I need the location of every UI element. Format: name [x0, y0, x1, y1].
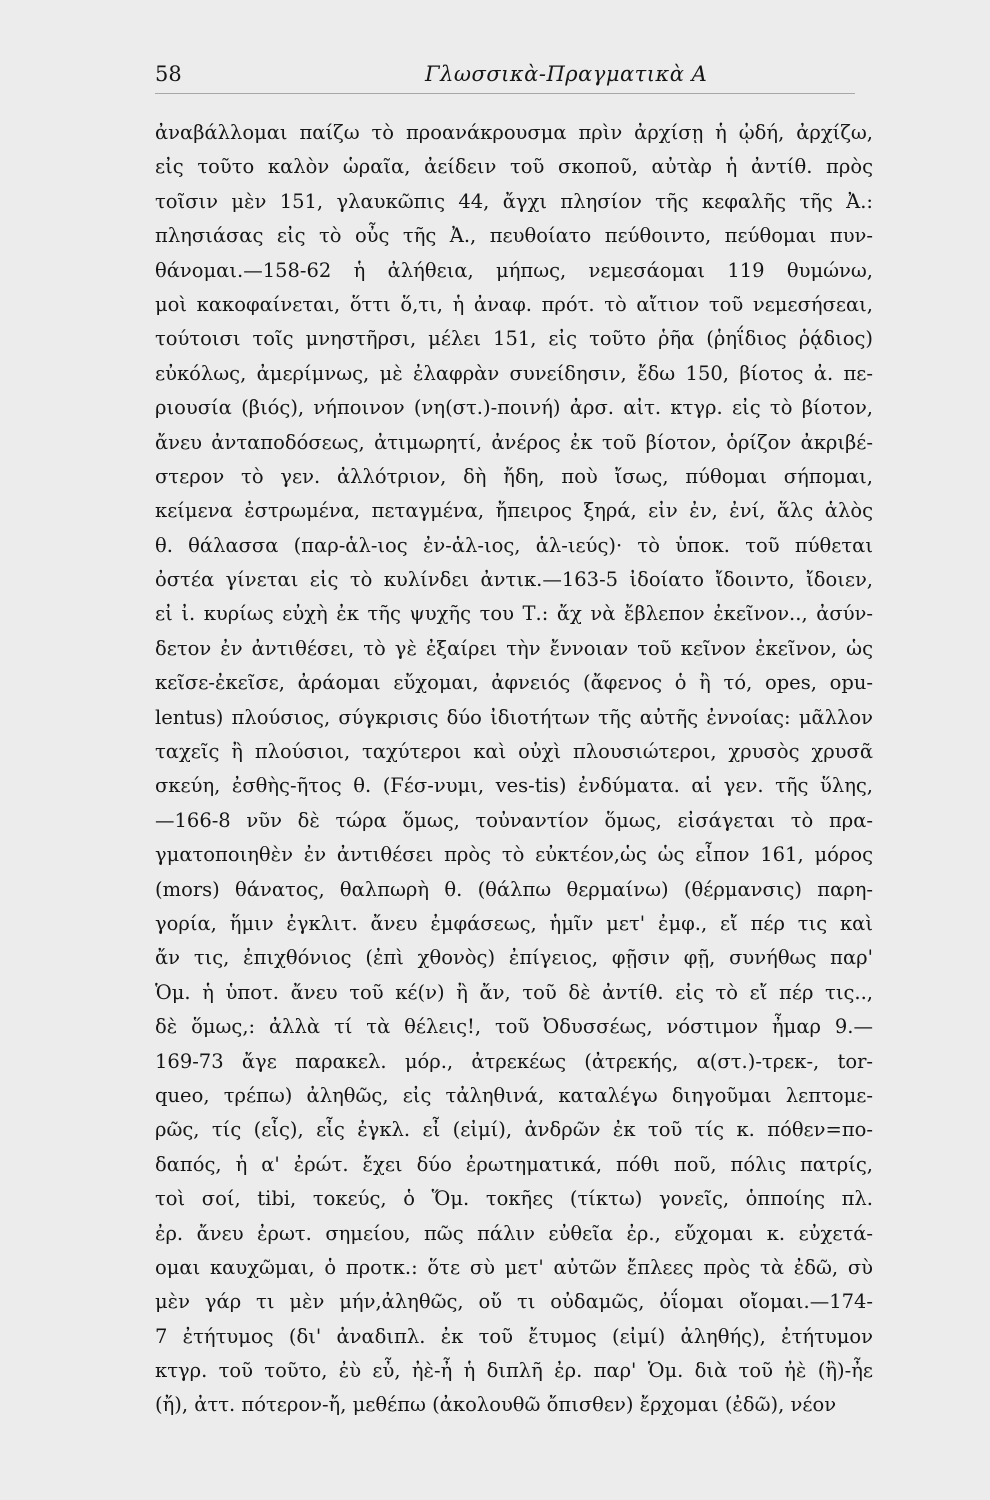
text-line: πλησιάσας εἰς τὸ οὖς τῆς Ἀ., πευθοίατο πεύθοιντο, πεύθομαι πυν- — [155, 224, 873, 248]
text-line: ὀστέα γίνεται εἰς τὸ κυλίνδει ἀντικ.—163-5 ἰδοίατο ἴδοιντο, ἴδοιεν, — [155, 568, 873, 592]
text-line: δαπός, ἡ α' ἐρώτ. ἔχει δύο ἐρωτηματικά, πόθι ποῦ, πόλις πατρίς, — [155, 1152, 873, 1176]
text-line: τούτοισι τοῖς μνηστῆρσι, μέλει 151, εἰς τοῦτο ῥῆα (ῥηΐδιος ῥᾴδιος) — [155, 327, 873, 351]
text-line: στερον τὸ γεν. ἀλλότριον, δὴ ἤδη, ποὺ ἴσως, πύθομαι σήπομαι, — [155, 464, 873, 488]
text-line: ἄνευ ἀνταποδόσεως, ἀτιμωρητί, ἀνέρος ἐκ τοῦ βίοτον, ὁρίζον ἀκριβέ- — [155, 430, 873, 454]
text-line: εἰς τοῦτο καλὸν ὡραῖα, ἀείδειν τοῦ σκοποῦ, αὐτὰρ ἡ ἀντίθ. πρὸς — [155, 155, 873, 179]
text-line: ἄν τις, ἐπιχθόνιος (ἐπὶ χθονὸς) ἐπίγειος, φῇσιν φῇ, συνήθως παρ' — [155, 946, 873, 970]
text-line: κείμενα ἐστρωμένα, πεταγμένα, ἤπειρος ξηρά, εἰν ἐν, ἐνί, ἅλς ἁλὸς — [155, 499, 873, 523]
text-line: τοὶ σοί, tibi, τοκεύς, ὁ Ὅμ. τοκῆες (τίκτω) γονεῖς, ὁπποίης πλ. — [155, 1187, 873, 1211]
text-line: γματοποιηθὲν ἐν ἀντιθέσει πρὸς τὸ εὐκτέον,ὡς ὡς εἶπον 161, μόρος — [155, 843, 873, 867]
text-line: μὲν γάρ τι μὲν μήν,ἀληθῶς, οὔ τι οὐδαμῶς, ὀΐομαι οἴομαι.—174- — [155, 1290, 873, 1314]
text-line: κεῖσε-ἐκεῖσε, ἀράομαι εὔχομαι, ἀφνειός (ἄφενος ὁ ἢ τό, opes, opu- — [155, 671, 873, 695]
text-line: (mors) θάνατος, θαλπωρὴ θ. (θάλπω θερμαίνω) (θέρμανσις) παρη- — [155, 877, 873, 901]
text-line: γορία, ἥμιν ἐγκλιτ. ἄνευ ἐμφάσεως, ἡμῖν μετ' ἐμφ., εἴ πέρ τις καὶ — [155, 911, 873, 935]
text-line: ριουσία (βιός), νήποινον (νη(στ.)-ποινή) ἀρσ. αἰτ. κτγρ. εἰς τὸ βίοτον, — [155, 396, 873, 420]
commentary-text — [155, 116, 873, 1423]
text-line: δὲ ὅμως,: ἀλλὰ τί τὰ θέλεις!, τοῦ Ὀδυσσέως, νόστιμον ἦμαρ 9.— — [155, 1015, 873, 1039]
text-line: ἐρ. ἄνευ ἐρωτ. σημείου, πῶς πάλιν εὐθεῖα ἐρ., εὔχομαι κ. εὐχετά- — [155, 1221, 873, 1245]
text-line: εἰ ἰ. κυρίως εὐχὴ ἐκ τῆς ψυχῆς του Τ.: ἄχ νὰ ἔβλεπον ἐκεῖνον.., ἀσύν- — [155, 602, 873, 626]
text-line: queo, τρέπω) ἀληθῶς, εἰς τἀληθινά, καταλέγω διηγοῦμαι λεπτομε- — [155, 1083, 873, 1107]
running-title: Γλωσσικὰ-Πραγματικὰ Α — [425, 62, 708, 86]
text-line: σκεύη, ἐσθὴς-ῆτος θ. (Ϝέσ-νυμι, ves-tis) ἐνδύματα. αἱ γεν. τῆς ὕλης, — [155, 774, 873, 798]
text-line: ρῶς, τίς (εἷς), εἷς ἐγκλ. εἶ (εἰμί), ἀνδρῶν ἐκ τοῦ τίς κ. πόθεν=πο- — [155, 1118, 873, 1142]
text-line: 7 ἐτήτυμος (δι' ἀναδιπλ. ἐκ τοῦ ἔτυμος (εἰμί) ἀληθής), ἐτήτυμον — [155, 1324, 873, 1348]
page-header — [155, 62, 855, 92]
text-line: θάνομαι.—158-62 ἡ ἀλήθεια, μήπως, νεμεσάομαι 119 θυμώνω, — [155, 258, 873, 282]
text-line: lentus) πλούσιος, σύγκρισις δύο ἰδιοτήτων τῆς αὐτῆς ἐννοίας: μᾶλλον — [155, 705, 873, 729]
text-line: τοῖσιν μὲν 151, γλαυκῶπις 44, ἄγχι πλησίον τῆς κεφαλῆς τῆς Ἀ.: — [155, 189, 873, 213]
text-line: θ. θάλασσα (παρ-ἁλ-ιος ἐν-ἁλ-ιος, ἁλ-ιεύς)· τὸ ὑποκ. τοῦ πύθεται — [155, 533, 873, 557]
text-line: ομαι καυχῶμαι, ὁ προτκ.: ὅτε σὺ μετ' αὐτῶν ἔπλεες πρὸς τὰ ἐδῶ, σὺ — [155, 1255, 873, 1279]
text-line: δετον ἐν ἀντιθέσει, τὸ γὲ ἐξαίρει τὴν ἔννοιαν τοῦ κεῖνον ἐκεῖνον, ὡς — [155, 636, 873, 660]
text-line: μοὶ κακοφαίνεται, ὅττι ὅ,τι, ἡ ἀναφ. πρότ. τὸ αἴτιον τοῦ νεμεσήσεαι, — [155, 292, 873, 316]
page-number: 58 — [155, 62, 182, 86]
text-line: (ἤ), ἀττ. πότερον-ἤ, μεθέπω (ἀκολουθῶ ὄπισθεν) ἔρχομαι (ἐδῶ), νέον — [155, 1393, 837, 1417]
text-line: ταχεῖς ἢ πλούσιοι, ταχύτεροι καὶ οὐχὶ πλουσιώτεροι, χρυσὸς χρυσᾶ — [155, 740, 873, 764]
text-line: —166-8 νῦν δὲ τώρα ὅμως, τοὐναντίον ὅμως, εἰσάγεται τὸ πρα- — [155, 808, 873, 832]
text-line: 169-73 ἄγε παρακελ. μόρ., ἀτρεκέως (ἀτρεκής, α(στ.)-τρεκ-, tor- — [155, 1049, 873, 1073]
text-line: Ὁμ. ἡ ὑποτ. ἄνευ τοῦ κέ(ν) ἢ ἄν, τοῦ δὲ ἀντίθ. εἰς τὸ εἴ πέρ τις.., — [155, 980, 873, 1004]
text-line: ἀναβάλλομαι παίζω τὸ προανάκρουσμα πρὶν ἀρχίσῃ ἡ ᾠδή, ἀρχίζω, — [155, 121, 873, 144]
text-line: κτγρ. τοῦ τοῦτο, ἐὺ εὖ, ἠὲ-ἦ ἡ διπλῆ ἐρ. παρ' Ὁμ. διὰ τοῦ ἠὲ (ἢ)-ἦε — [155, 1359, 873, 1383]
text-line: εὐκόλως, ἀμερίμνως, μὲ ἐλαφρὰν συνείδησιν, ἔδω 150, βίοτος ἀ. πε- — [155, 361, 873, 385]
header-rule — [155, 93, 855, 94]
